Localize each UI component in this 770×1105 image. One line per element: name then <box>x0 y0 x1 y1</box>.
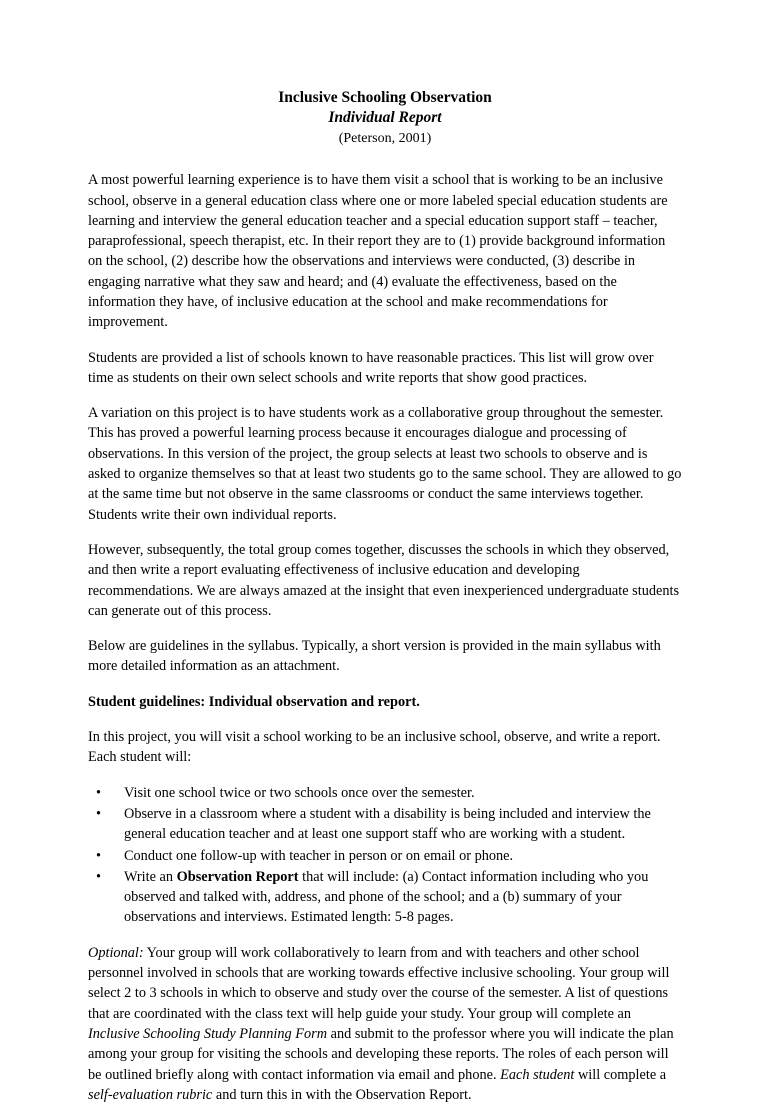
paragraph-1: A most powerful learning experience is to have them visit a school that is working to be an inclusive school, observe in a general education class where one or more labeled special education students are learning and interview the general education teacher and a special education support staff – teacher, paraprofessional, speech therapist, etc. In their report they are to (1) provide background information on the school, (2) describe how the observations and interviews were conducted, (3) describe in engaging narrative what they saw and heard; and (4) evaluate the effectiveness, based on the information they have, of inclusive education at the school and make recommendations for improvement. <box>88 172 668 331</box>
paragraph-3: A variation on this project is to have students work as a collaborative group throughout the semester. This has proved a powerful learning process because it encourages dialogue and processing of observations. In this version of the project, the group selects at least two schools to observe and is asked to organize themselves so that at least two students go to the same school. They are allowed to go at the same time but not observe in the same classrooms or conduct the same interviews together. Students write their own individual reports. <box>88 405 682 523</box>
optional-text-1: Your group will work collaboratively to learn from and with teachers and other school personnel involved in schools that are working towards effective inclusive schooling. Your group will select 2 to 3 schools in which to observe and study over the course of the semester. A list of questions that are coordinated with the class text will help guide your study. Your group will complete an <box>88 944 670 1022</box>
list-item-text <box>124 867 682 928</box>
paragraph-6: In this project, you will visit a school working to be an inclusive school, observe, and write a report. Each student will: <box>88 729 661 766</box>
list-item-prefix: Write an <box>124 868 177 885</box>
list-item <box>88 783 682 803</box>
list-item-text: Visit one school twice or two schools once over the semester. <box>124 784 475 801</box>
list-item-bold-term: Observation Report <box>176 868 299 885</box>
title-block <box>88 88 682 148</box>
list-item-suffix: that will include: (a) Contact information including who you observed and talked with, address, and phone of the school; and a (b) summary of your observations and interviews. Estimated length: 5-8 pages. <box>124 868 649 926</box>
optional-label: Optional: <box>88 944 144 961</box>
bullet-icon: • <box>96 868 102 885</box>
bullet-list <box>88 783 682 928</box>
list-item-text: Observe in a classroom where a student with a disability is being included and interview the general education teacher and at least one support staff who are working with a student. <box>124 805 651 843</box>
list-item <box>88 867 682 928</box>
bullet-icon: • <box>96 805 102 822</box>
optional-text-4: and turn this in with the Observation Report. <box>212 1086 472 1103</box>
paragraph-2: Students are provided a list of schools known to have reasonable practices. This list will grow over time as students on their own select schools and write reports that show good practices. <box>88 349 654 386</box>
list-item-text: Conduct one follow-up with teacher in person or on email or phone. <box>124 847 514 864</box>
list-item <box>88 804 682 845</box>
optional-text-3: will complete a <box>574 1066 667 1083</box>
page-title: Inclusive Schooling Observation <box>278 89 492 106</box>
paragraph-4: However, subsequently, the total group comes together, discusses the schools in which they observed, and then write a report evaluating effectiveness of inclusive education and developing recommendations. We are always amazed at the insight that even inexperienced undergraduate students can generate out of this process. <box>88 541 680 619</box>
bullet-icon: • <box>96 847 102 864</box>
paragraph-5: Below are guidelines in the syllabus. Typically, a short version is provided in the main syllabus with more detailed information as an attachment. <box>88 638 661 675</box>
optional-text-2: and submit to the professor where you will indicate the plan among your group for visiting the schools and developing these reports. The roles of each person will be outlined briefly along with contact information via email and phone. <box>88 1025 674 1083</box>
bullet-icon: • <box>96 784 102 801</box>
page-subtitle: Individual Report <box>328 109 442 127</box>
optional-italic-form: Inclusive Schooling Study Planning Form <box>88 1025 328 1042</box>
citation: (Peterson, 2001) <box>338 130 432 146</box>
section-heading: Student guidelines: Individual observation and report. <box>88 693 420 710</box>
optional-italic-each-student: Each student <box>500 1066 575 1083</box>
list-item <box>88 846 682 866</box>
optional-italic-rubric: self-evaluation rubric <box>88 1086 213 1103</box>
